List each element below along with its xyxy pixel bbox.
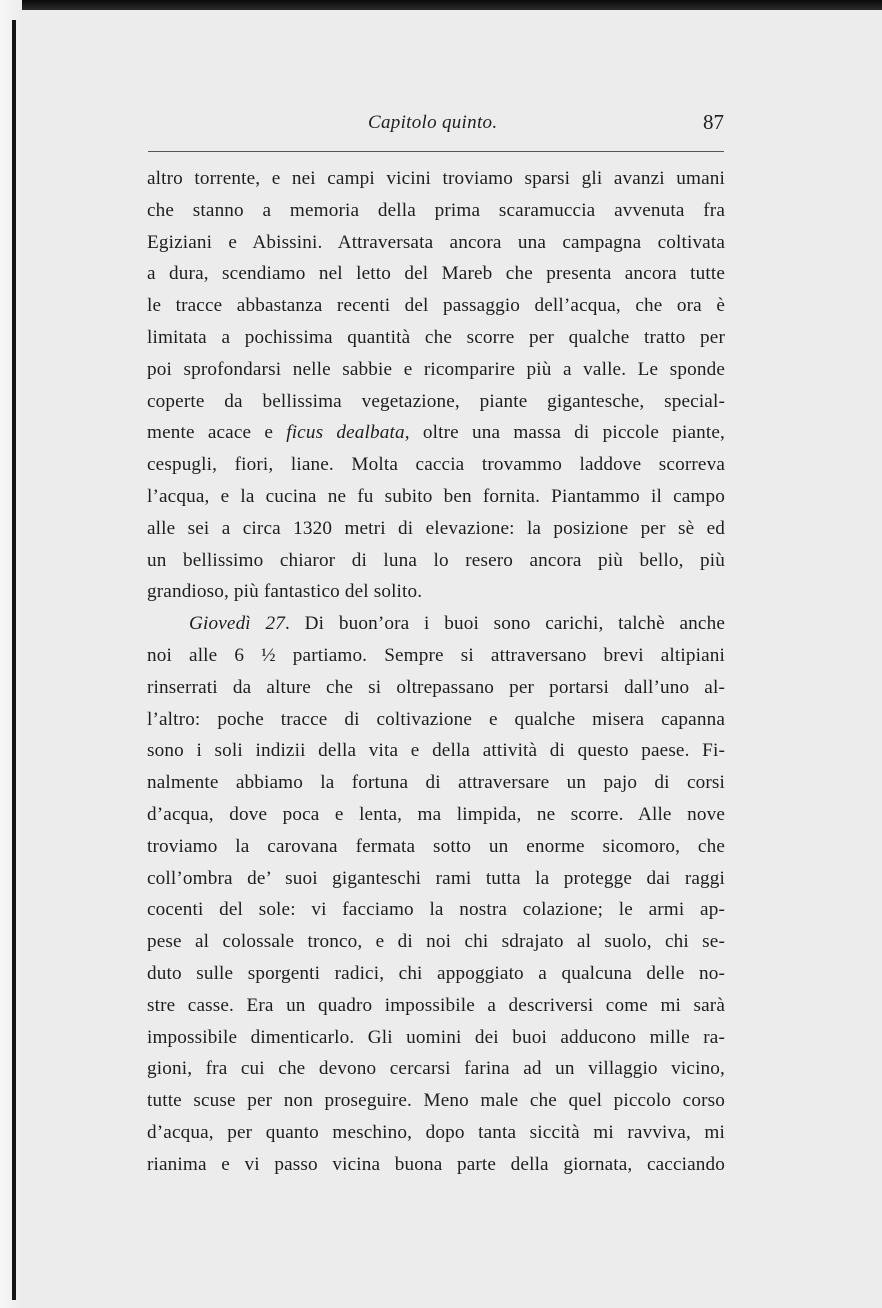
page-left-edge [0, 0, 22, 1308]
text-line: cespugli, fiori, liane. Molta caccia trovammo laddove scorreva [147, 454, 725, 476]
text-line: alle sei a circa 1320 metri di elevazione: la posizione per sè ed [147, 517, 725, 539]
text-line: nalmente abbiamo la fortuna di attraversare un pajo di corsi [147, 772, 725, 794]
text-line: pese al colossale tronco, e di noi chi sdrajato al suolo, chi se- [147, 931, 725, 953]
text-line: coll’ombra de’ suoi giganteschi rami tutta la protegge dai raggi [147, 867, 725, 889]
text-line: coperte da bellissima vegetazione, piante gigantesche, special- [147, 390, 725, 412]
text-line: Egiziani e Abissini. Attraversata ancora una campagna coltivata [147, 231, 725, 253]
text-line: l’acqua, e la cucina ne fu subito ben fornita. Piantammo il campo [147, 485, 725, 507]
text-line: che stanno a memoria della prima scaramuccia avvenuta fra [147, 199, 725, 221]
text-line: poi sprofondarsi nelle sabbie e ricomparire più a valle. Le sponde [147, 358, 725, 380]
text-line: tutte scuse per non proseguire. Meno male che quel piccolo corso [147, 1090, 725, 1112]
text-line: mente acace e ficus dealbata, oltre una massa di piccole piante, [147, 422, 725, 444]
italic-phrase: ficus dealbata [286, 422, 405, 444]
binding-shadow [12, 20, 16, 1300]
text-line: rianima e vi passo vicina buona parte della giornata, cacciando [147, 1153, 725, 1175]
text-line: cocenti del sole: vi facciamo la nostra colazione; le armi ap- [147, 899, 725, 921]
text-line: a dura, scendiamo nel letto del Mareb che presenta ancora tutte [147, 263, 725, 285]
text-line: noi alle 6 ½ partiamo. Sempre si attraversano brevi altipiani [147, 644, 725, 666]
text-line: impossibile dimenticarlo. Gli uomini dei buoi adducono mille ra- [147, 1026, 725, 1048]
text-line: d’acqua, per quanto meschino, dopo tanta siccità mi ravviva, mi [147, 1121, 725, 1143]
page-top-edge [0, 0, 882, 10]
page-number: 87 [703, 110, 724, 134]
text-line: sono i soli indizii della vita e della attività di questo paese. Fi- [147, 740, 725, 762]
text-line: l’altro: poche tracce di coltivazione e qualche misera capanna [147, 708, 725, 730]
text-line: limitata a pochissima quantità che scorre per qualche tratto per [147, 326, 725, 348]
header-rule [148, 151, 724, 152]
text-line: grandioso, più fantastico del solito. [147, 581, 423, 603]
text-line: gioni, fra cui che devono cercarsi farina ad un villaggio vicino, [147, 1058, 725, 1080]
text-line: rinserrati da alture che si oltrepassano per portarsi dall’uno al- [147, 676, 725, 698]
text-line: altro torrente, e nei campi vicini troviamo sparsi gli avanzi umani [147, 168, 725, 189]
body-text [147, 163, 725, 1181]
running-title: Capitolo quinto. [368, 112, 498, 133]
text-line: d’acqua, dove poca e lenta, ma limpida, ne scorre. Alle nove [147, 803, 725, 825]
page-header [148, 108, 728, 142]
text-line: troviamo la carovana fermata sotto un enorme sicomoro, che [147, 835, 725, 857]
text-line: le tracce abbastanza recenti del passaggio dell’acqua, che ora è [147, 295, 725, 317]
italic-phrase: Giovedì 27 [189, 613, 285, 635]
text-line: Giovedì 27. Di buon’ora i buoi sono carichi, talchè anche [189, 613, 725, 635]
text-line: duto sulle sporgenti radici, chi appoggiato a qualcuna delle no- [147, 962, 725, 984]
text-line: un bellissimo chiaror di luna lo resero ancora più bello, più [147, 549, 725, 571]
text-line: stre casse. Era un quadro impossibile a descriversi come mi sarà [147, 994, 725, 1016]
